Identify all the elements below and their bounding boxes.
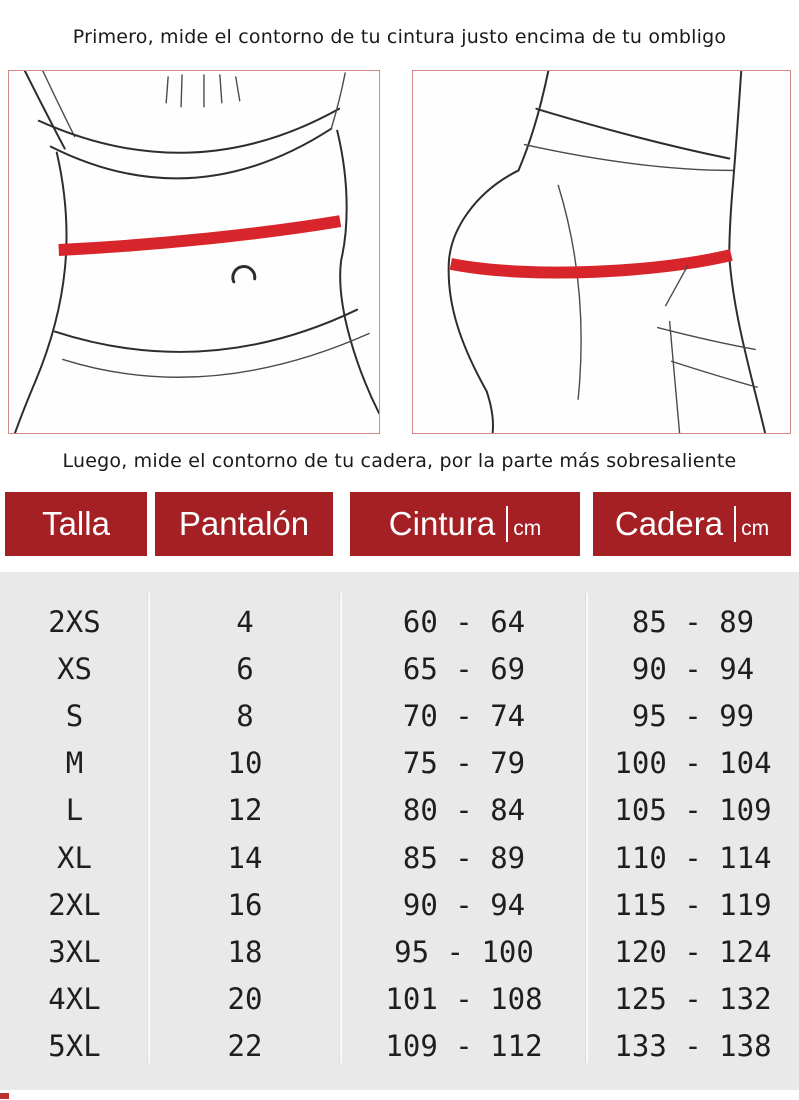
- cell-talla: 2XL: [48, 887, 101, 922]
- column-header-label: Pantalón: [178, 505, 310, 542]
- column-header-cintura: [350, 492, 580, 556]
- table-row: [0, 598, 799, 645]
- hip-band-line: [451, 255, 731, 273]
- table-row: [0, 740, 799, 787]
- waist-instruction-text: Primero, mide el contorno de tu cintura justo encima de tu ombligo: [72, 26, 727, 48]
- cell-cadera: 133 - 138: [614, 1029, 772, 1064]
- front-torso-illustration-svg: [9, 71, 379, 433]
- unit-label: cm: [513, 516, 542, 540]
- hip-measurement-illustration: [412, 70, 791, 434]
- cell-cadera: 90 - 94: [631, 651, 755, 686]
- cell-talla: 2XS: [48, 604, 101, 639]
- cell-talla: XS: [57, 651, 92, 686]
- cell-pantalon: 16: [227, 887, 263, 922]
- cell-cadera: 120 - 124: [614, 935, 772, 970]
- cell-cadera: 100 - 104: [614, 746, 772, 781]
- cell-cintura: 75 - 79: [402, 746, 526, 781]
- cell-pantalon: 8: [236, 699, 254, 733]
- cell-cintura: 70 - 74: [402, 699, 526, 733]
- table-row: [0, 834, 799, 881]
- column-header-cadera: [593, 492, 791, 556]
- table-row: [0, 692, 799, 739]
- table-row: [0, 928, 799, 975]
- cell-pantalon: 14: [227, 840, 263, 875]
- cell-cadera: 85 - 89: [631, 604, 755, 639]
- table-row: [0, 787, 799, 834]
- cell-cintura: 80 - 84: [402, 793, 526, 828]
- column-header-pantalon: [155, 492, 333, 556]
- cell-pantalon: 6: [236, 651, 254, 686]
- cell-talla: 5XL: [48, 1029, 101, 1064]
- cell-cadera: 95 - 99: [631, 699, 755, 733]
- size-table-rows: [0, 598, 799, 1070]
- cell-talla: M: [65, 746, 84, 781]
- unit-label: cm: [741, 516, 770, 540]
- cell-cadera: 110 - 114: [614, 840, 772, 875]
- cell-talla: 3XL: [48, 935, 101, 970]
- cell-cintura: 65 - 69: [402, 651, 526, 686]
- cell-cadera: 115 - 119: [614, 887, 772, 922]
- cell-cintura: 85 - 89: [402, 840, 526, 875]
- corner-red-artifact: [0, 1093, 9, 1099]
- cell-pantalon: 12: [227, 793, 263, 828]
- cell-talla: 4XL: [48, 982, 101, 1017]
- waist-band-line: [59, 221, 340, 250]
- column-header-label: Cintura: [388, 505, 496, 542]
- cell-cintura: 90 - 94: [402, 887, 526, 922]
- cell-cadera: 105 - 109: [614, 793, 772, 828]
- waist-measurement-illustration: [8, 70, 380, 434]
- cell-cintura: 95 - 100: [394, 935, 534, 970]
- cell-pantalon: 18: [227, 935, 263, 970]
- table-row: [0, 1023, 799, 1070]
- navel-mark: [233, 267, 255, 282]
- cell-pantalon: 4: [236, 604, 254, 639]
- cell-cintura: 101 - 108: [385, 982, 543, 1017]
- table-row: [0, 645, 799, 692]
- cell-talla: L: [65, 793, 84, 828]
- hip-instruction-text: Luego, mide el contorno de tu cadera, por la parte más sobresaliente: [62, 450, 737, 472]
- table-row: [0, 881, 799, 928]
- cell-pantalon: 10: [227, 746, 263, 781]
- column-header-label: Cadera: [614, 505, 724, 542]
- cell-cintura: 109 - 112: [385, 1029, 543, 1064]
- cell-cadera: 125 - 132: [614, 982, 772, 1017]
- cell-pantalon: 22: [227, 1029, 263, 1064]
- cell-pantalon: 20: [227, 982, 263, 1017]
- column-header-label: Talla: [42, 505, 110, 542]
- cell-cintura: 60 - 64: [402, 604, 526, 639]
- cell-talla: XL: [57, 840, 92, 875]
- cell-talla: S: [65, 699, 84, 733]
- unit-divider-bar: [506, 506, 508, 542]
- column-header-talla: [5, 492, 147, 556]
- unit-divider-bar: [734, 506, 736, 542]
- side-hip-illustration-svg: [413, 71, 790, 433]
- table-row: [0, 976, 799, 1023]
